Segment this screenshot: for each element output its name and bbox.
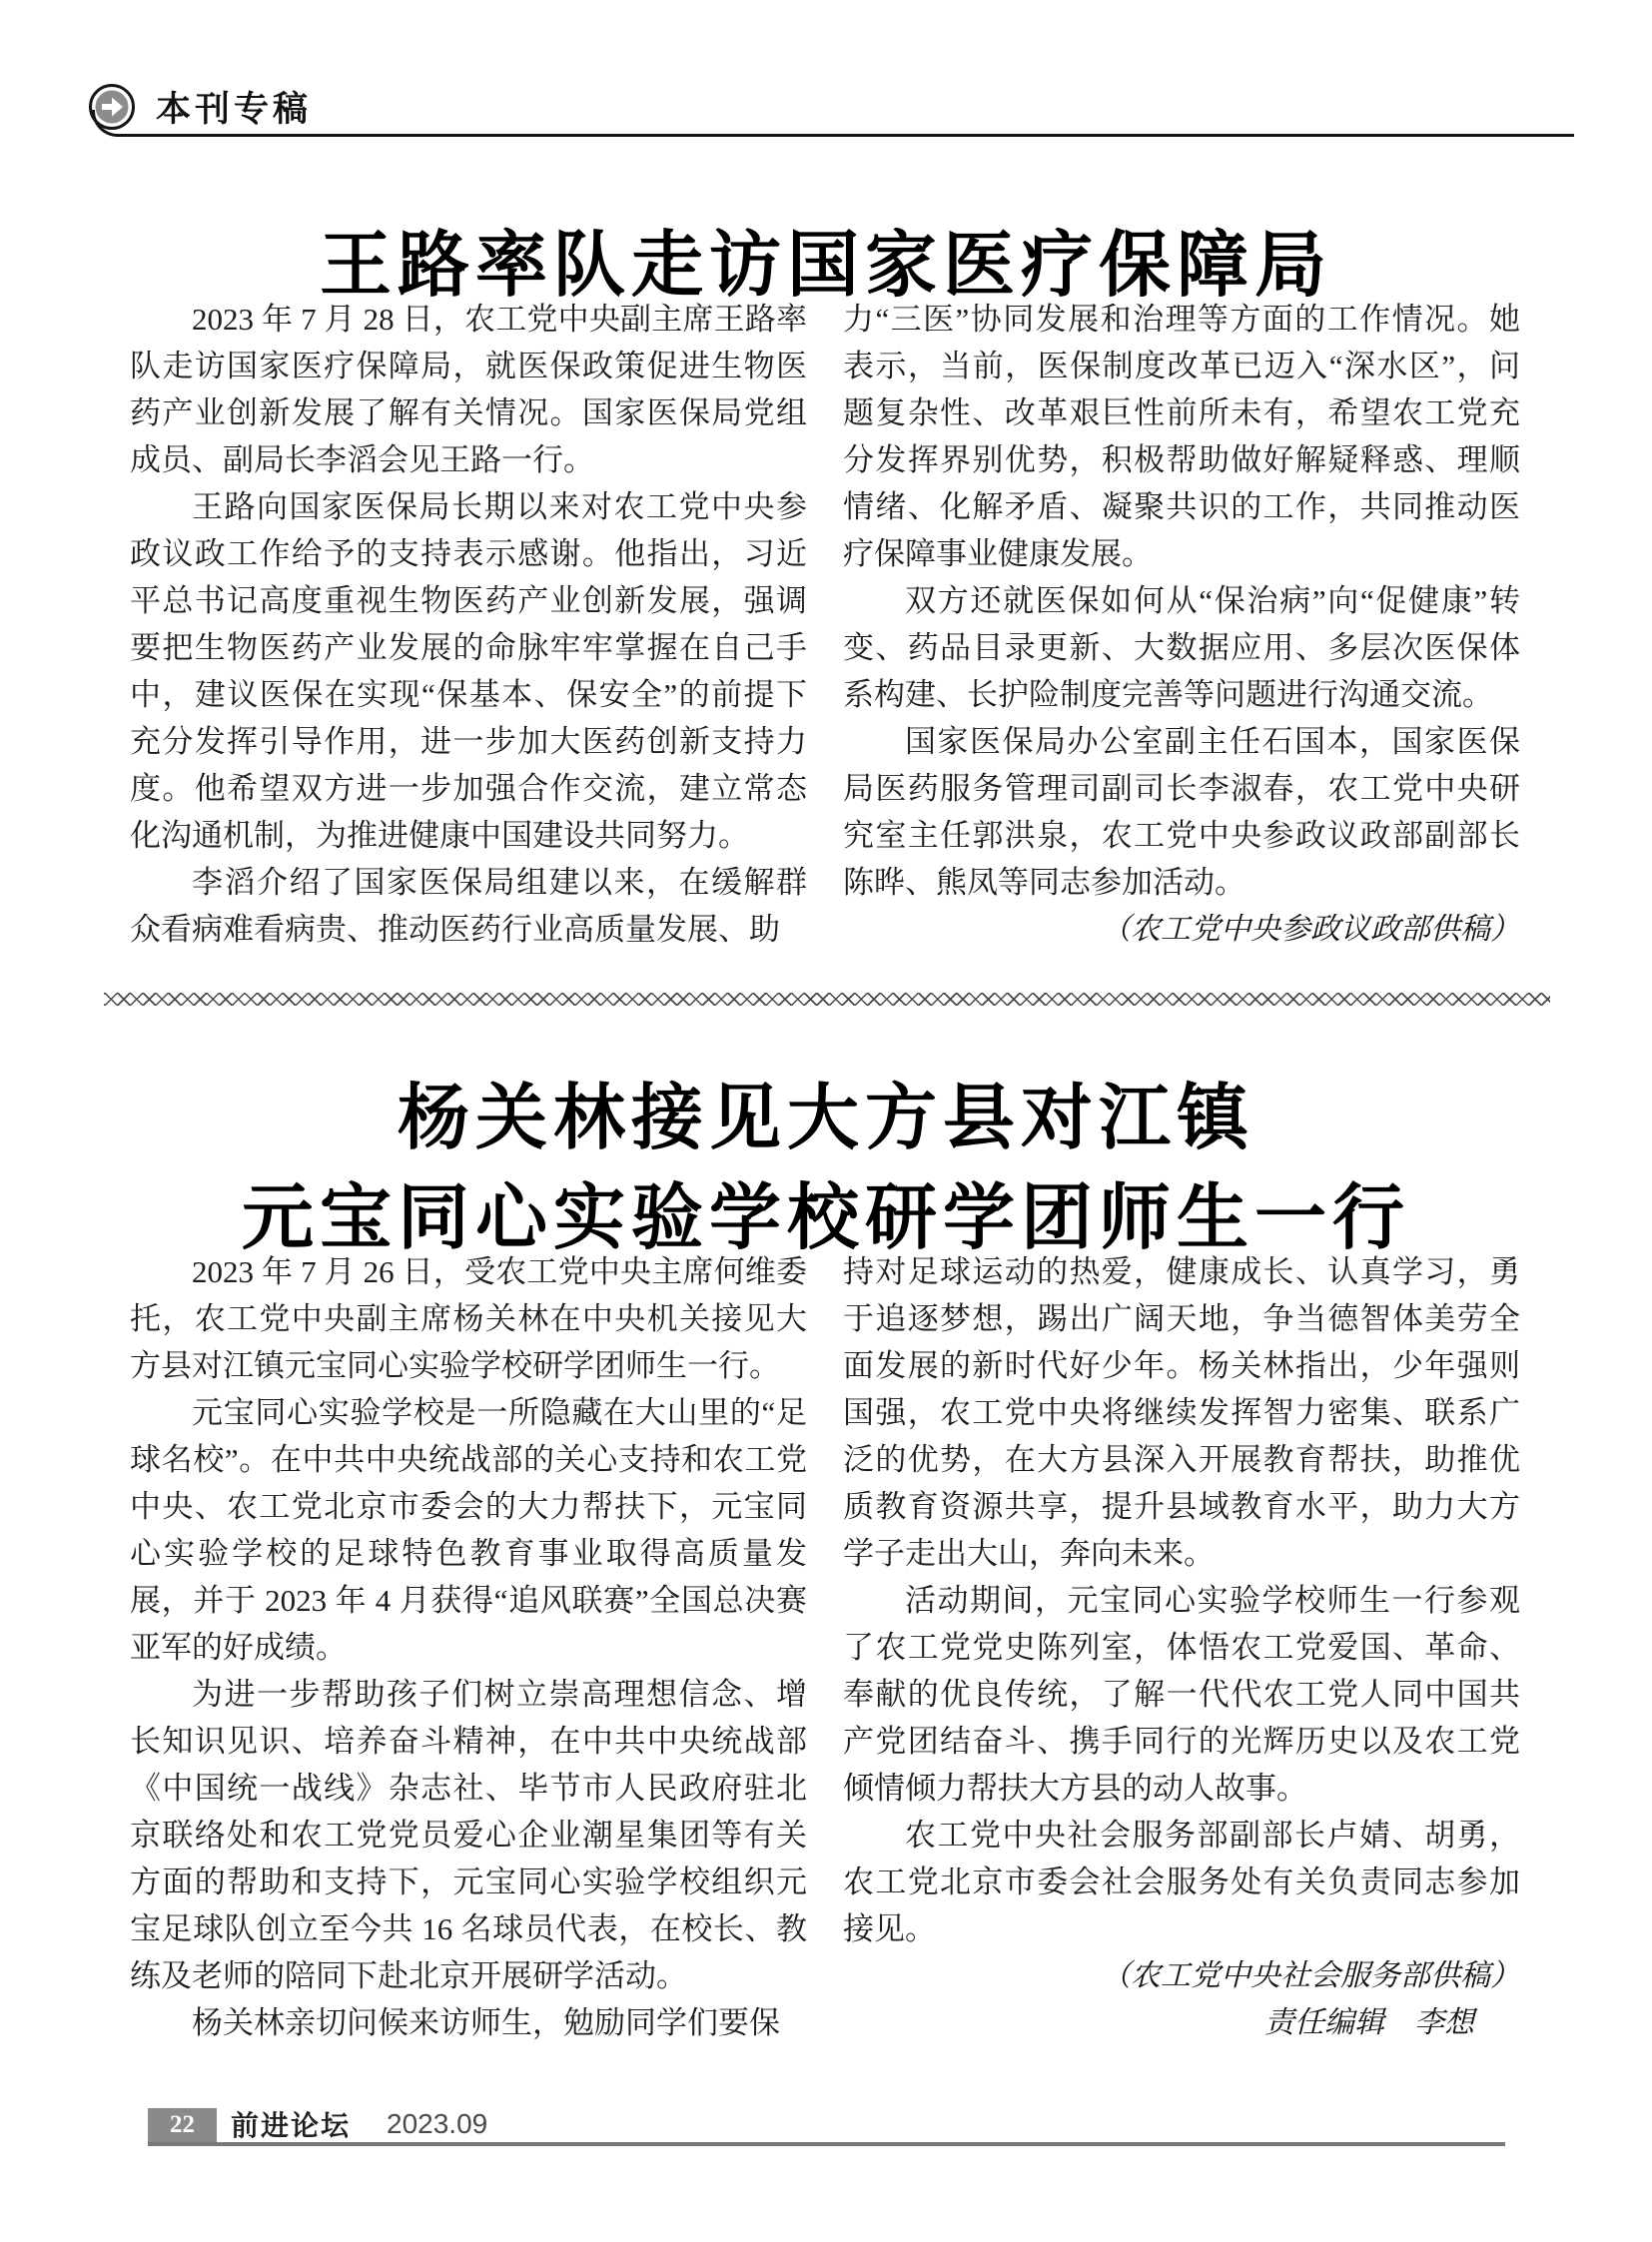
article2-left-column <box>130 1248 807 2046</box>
issue-date: 2023.09 <box>387 2108 488 2139</box>
header-rule <box>92 110 1574 137</box>
article2-title <box>60 1069 1592 1268</box>
paragraph: 元宝同心实验学校是一所隐藏在大山里的“足球名校”。在中共中央统战部的关心支持和农工党中央、农工党北京市委会的大力帮扶下，元宝同心实验学校的足球特色教育事业取得高质量发展，并于 2023 年 4 月获得“追风联赛”全国总决赛亚军的好成绩。 <box>130 1395 807 1665</box>
page-footer <box>148 2106 1505 2146</box>
page-number-badge: 22 <box>148 2108 217 2142</box>
article1-title: 王路率队走访国家医疗保障局 <box>319 226 1332 307</box>
paragraph: 活动期间，元宝同心实验学校师生一行参观了农工党党史陈列室，体悟农工党爱国、革命、奉献的优良传统，了解一代代农工党人同中国共产党团结奋斗、携手同行的光辉历史以及农工党倾情倾力帮扶大方县的动人故事。 <box>843 1583 1520 1806</box>
paragraph: 杨关林亲切问候来访师生，勉励同学们要保 <box>192 2005 780 2040</box>
page-header <box>88 82 312 132</box>
article2-title-line1: 杨关林接见大方县对江镇 <box>397 1079 1254 1159</box>
paragraph: 为进一步帮助孩子们树立崇高理想信念、增长知识见识、培养奋斗精神，在中共中央统战部《中国统一战线》杂志社、毕节市人民政府驻北京联络处和农工党党员爱心企业潮星集团等有关方面的帮助和支持下，元宝同心实验学校组织元宝足球队创立至今共 16 名球员代表，在校长、教练及老师的陪同下赴北京开展研学活动。 <box>130 1677 807 1993</box>
paragraph: 2023 年 7 月 26 日，受农工党中央主席何维委托，农工党中央副主席杨关林在中央机关接见大方县对江镇元宝同心实验学校研学团师生一行。 <box>130 1254 807 1383</box>
attribution-line: （农工党中央社会服务部供稿） <box>1101 1959 1520 1992</box>
arrow-circle-icon <box>88 83 136 131</box>
section-label: 本刊专稿 <box>156 90 313 129</box>
paragraph: 农工党中央社会服务部副部长卢婧、胡勇，农工党北京市委会社会服务处有关负责同志参加接见。 <box>843 1818 1520 1946</box>
paragraph: 持对足球运动的热爱，健康成长、认真学习，勇于追逐梦想，踢出广阔天地，争当德智体美劳全面发展的新时代好少年。杨关林指出，少年强则国强，农工党中央将继续发挥智力密集、联系广泛的优势，在大方县深入开展教育帮扶，助推优质教育资源共享，提升县域教育水平，助力大方学子走出大山，奔向未来。 <box>843 1254 1520 1571</box>
article2-title-line2: 元宝同心实验学校研学团师生一行 <box>241 1178 1410 1259</box>
journal-name: 前进论坛 <box>231 2110 352 2141</box>
paragraph: 李滔介绍了国家医保局组建以来，在缓解群众看病难看病贵、推动医药行业高质量发展、助 <box>130 865 807 947</box>
paragraph: 王路向国家医保局长期以来对农工党中央参政议政工作给予的支持表示感谢。他指出，习近平总书记高度重视生物医药产业创新发展，强调要把生物医药产业发展的命脉牢牢掌握在自己手中，建议医保在实现“保基本、保安全”的前提下充分发挥引导作用，进一步加大医药创新支持力度。他希望双方进一步加强合作交流，建立常态化沟通机制，为推进健康中国建设共同努力。 <box>130 489 807 853</box>
paragraph: 双方还就医保如何从“保治病”向“促健康”转变、药品目录更新、大数据应用、多层次医保体系构建、长护险制度完善等问题进行沟通交流。 <box>843 583 1520 712</box>
article1-left-column <box>130 296 807 953</box>
attribution-line: （农工党中央参政议政部供稿） <box>1101 913 1520 946</box>
editor-line: 责任编辑 李想 <box>1264 2006 1474 2039</box>
paragraph: 力“三医”协同发展和治理等方面的工作情况。她表示，当前，医保制度改革已迈入“深水区”，问题复杂性、改革艰巨性前所未有，希望农工党充分发挥界别优势，积极帮助做好解疑释惑、理顺情绪、化解矛盾、凝聚共识的工作，共同推动医疗保障事业健康发展。 <box>843 302 1520 571</box>
diamond-chain-divider <box>104 993 1550 1006</box>
article2-right-column <box>843 1248 1520 2046</box>
article1-right-column <box>843 296 1520 953</box>
article2-body <box>130 1248 1520 2046</box>
paragraph: 2023 年 7 月 28 日，农工党中央副主席王路率队走访国家医疗保障局，就医保政策促进生物医药产业创新发展了解有关情况。国家医保局党组成员、副局长李滔会见王路一行。 <box>130 302 807 477</box>
paragraph: 国家医保局办公室副主任石国本，国家医保局医药服务管理司副司长李淑春，农工党中央研究室主任郭洪泉，农工党中央参政议政部副部长陈晔、熊凤等同志参加活动。 <box>843 724 1520 900</box>
article1-body <box>130 296 1520 953</box>
